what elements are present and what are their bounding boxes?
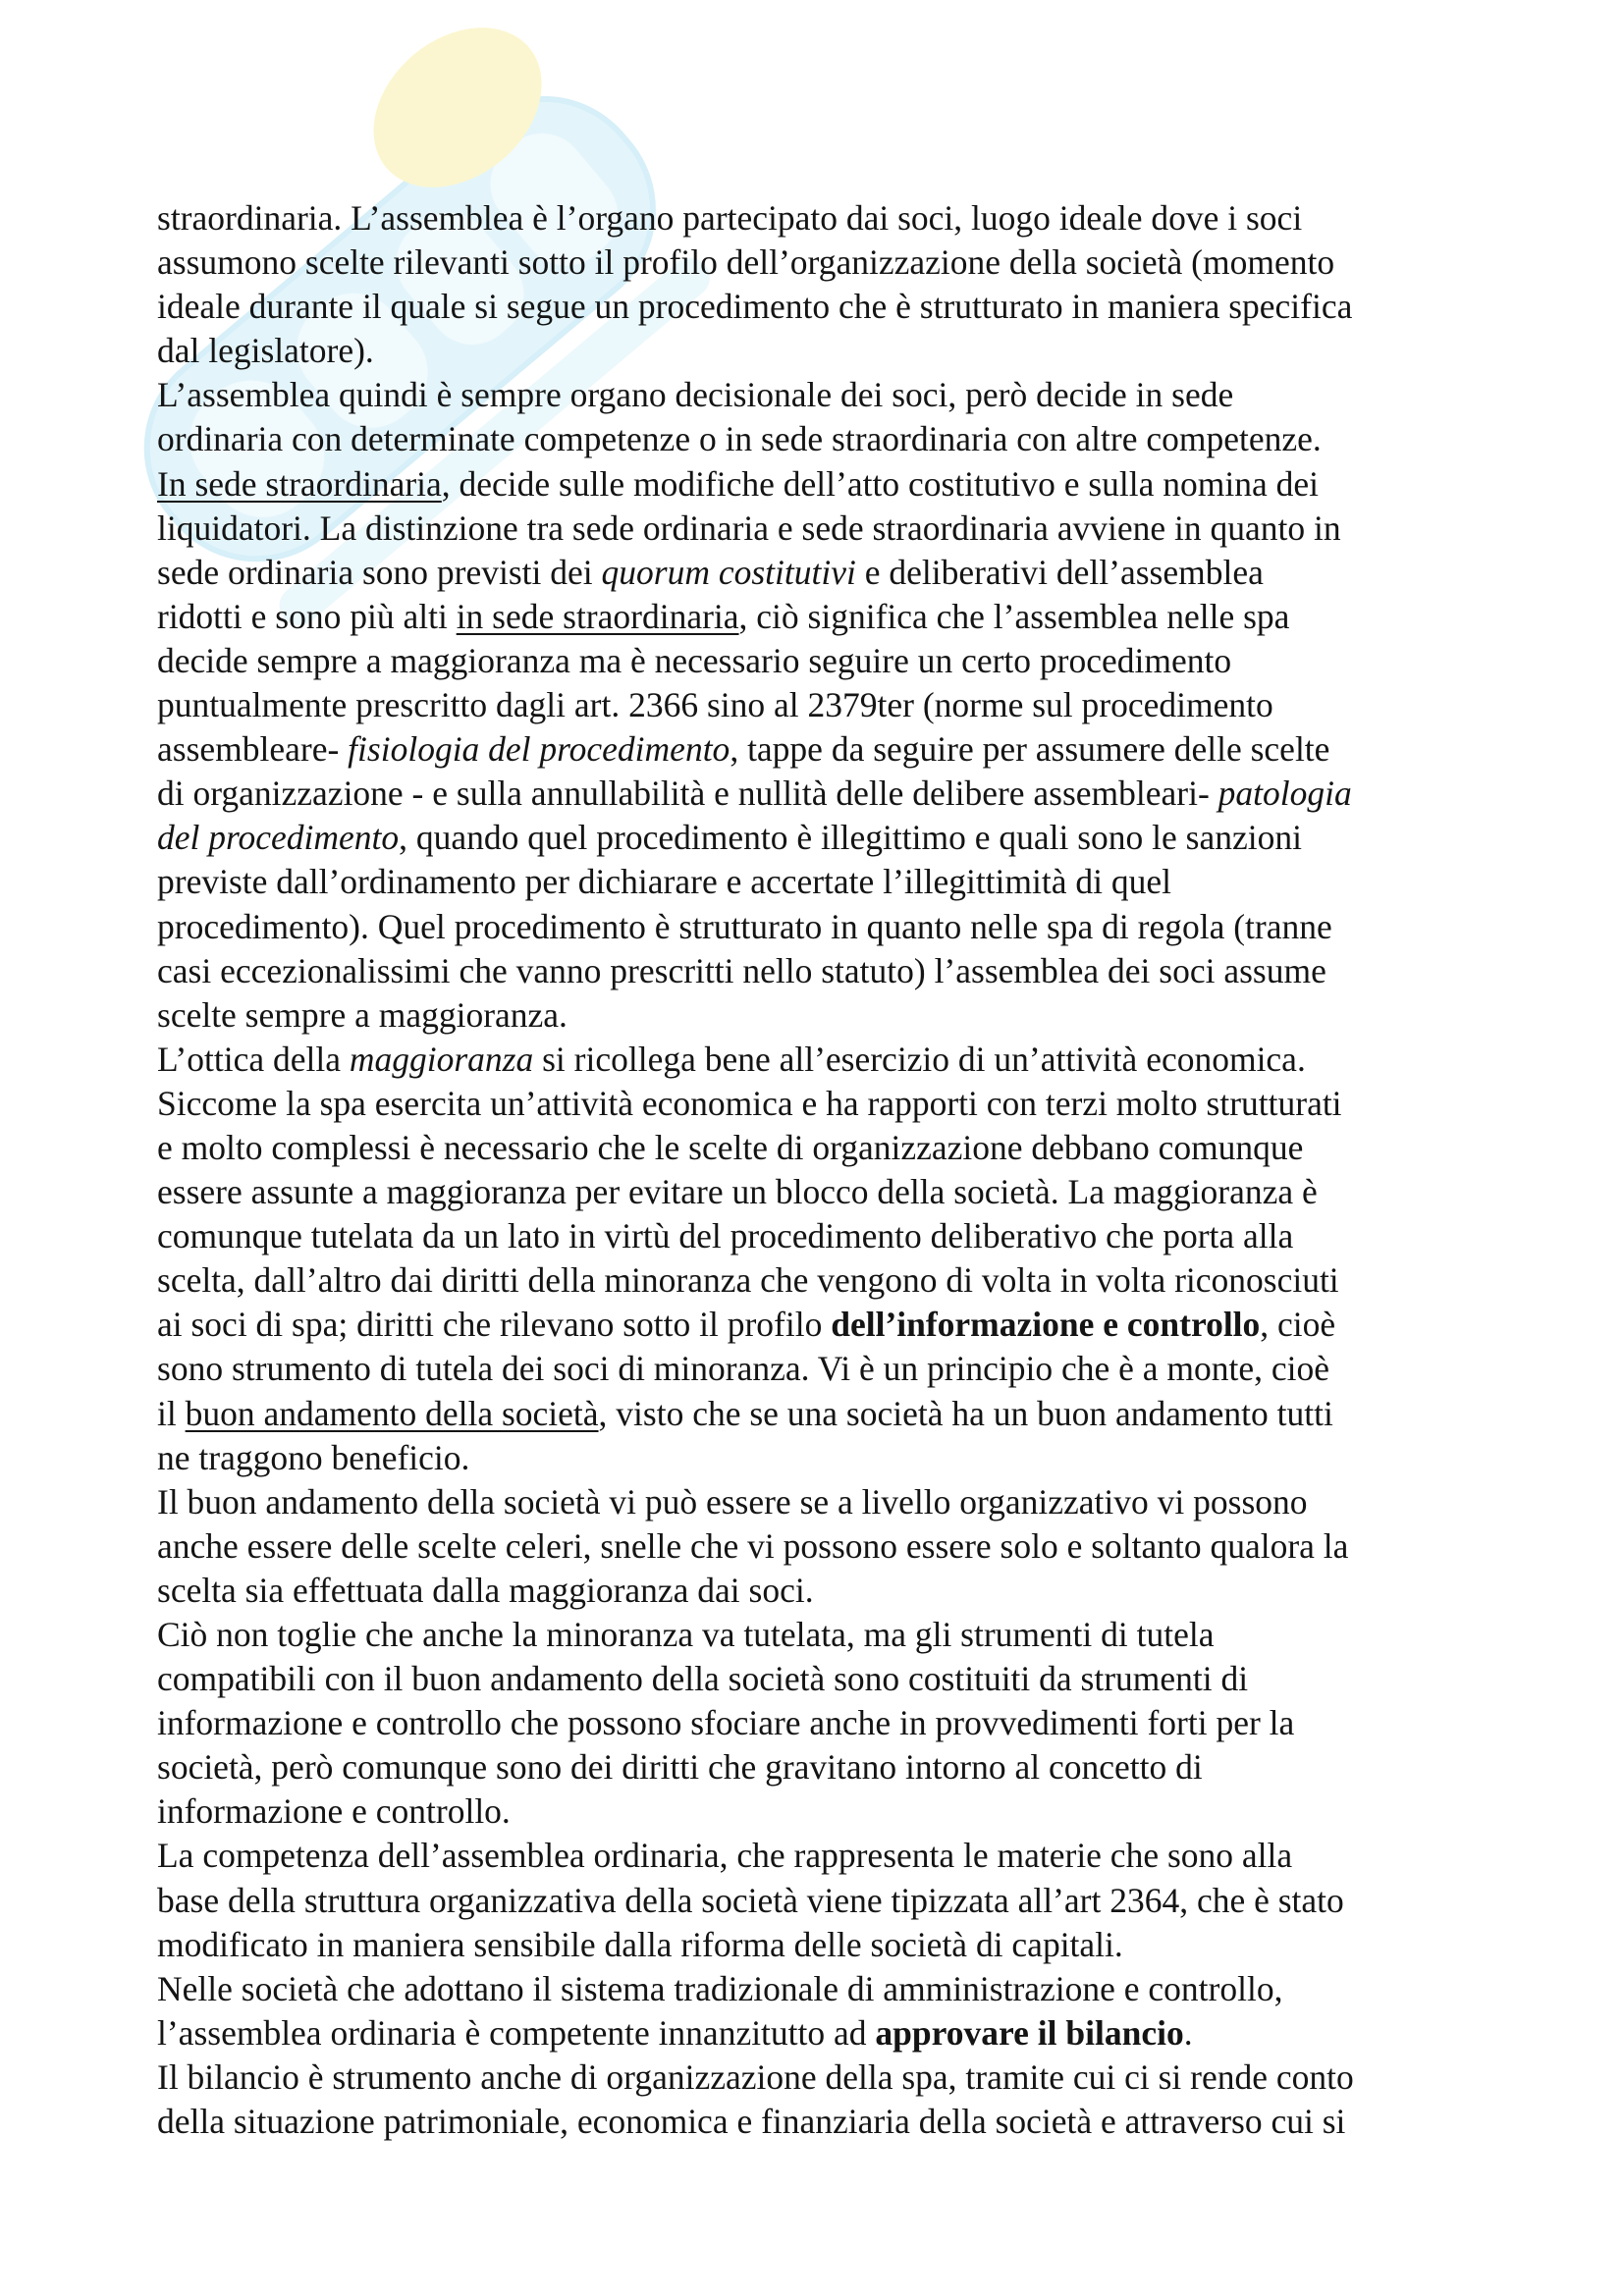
text-line: decide sempre a maggioranza ma è necessario seguire un certo procedimento bbox=[157, 640, 1232, 680]
text-line bbox=[157, 551, 1354, 595]
text-line: straordinaria. L’assemblea è l’organo partecipato dai soci, luogo ideale dove i soci bbox=[157, 198, 1303, 238]
underlined-text: In sede straordinaria bbox=[157, 463, 442, 504]
text-segment: , decide sulle modifiche dell’atto costitutivo e sulla nomina dei bbox=[441, 463, 1319, 504]
text-line: casi eccezionalissimi che vanno prescritti nello statuto) l’assemblea dei soci assume bbox=[157, 950, 1326, 990]
italic-text: patologia bbox=[1217, 774, 1352, 814]
text-line: Siccome la spa esercita un’attività economica e ha rapporti con terzi molto strutturati bbox=[157, 1083, 1342, 1123]
text-line: scelte sempre a maggioranza. bbox=[157, 994, 568, 1035]
text-segment: , quando quel procedimento è illegittimo e quali sono le sanzioni bbox=[399, 818, 1302, 858]
text-line: Il bilancio è strumento anche di organizzazione della spa, tramite cui ci si rende conto bbox=[157, 2056, 1354, 2097]
text-line: informazione e controllo che possono sfociare anche in provvedimenti forti per la bbox=[157, 1703, 1295, 1743]
text-segment: assembleare- bbox=[157, 729, 349, 770]
text-line bbox=[157, 462, 1354, 507]
text-segment: l’assemblea ordinaria è competente innanzitutto ad bbox=[157, 2012, 876, 2053]
text-line bbox=[157, 1038, 1354, 1082]
text-segment: e deliberativi dell’assemblea bbox=[855, 552, 1264, 592]
italic-text: fisiologia del procedimento bbox=[348, 729, 730, 770]
text-line: ordinaria con determinate competenze o in sede straordinaria con altre competenze. bbox=[157, 419, 1322, 459]
text-line: ne traggono beneficio. bbox=[157, 1437, 470, 1477]
text-line: La competenza dell’assemblea ordinaria, che rappresenta le materie che sono alla bbox=[157, 1836, 1293, 1876]
text-line: dal legislatore). bbox=[157, 331, 374, 371]
text-line: L’assemblea quindi è sempre organo decisionale dei soci, però decide in sede bbox=[157, 375, 1234, 415]
text-line: Nelle società che adottano il sistema tradizionale di amministrazione e controllo, bbox=[157, 1968, 1283, 2008]
text-line: base della struttura organizzativa della società viene tipizzata all’art 2364, che è stato bbox=[157, 1880, 1344, 1920]
underlined-text: buon andamento della società bbox=[185, 1393, 599, 1433]
text-line: puntualmente prescritto dagli art. 2366 sino al 2379ter (norme sul procedimento bbox=[157, 685, 1273, 725]
text-line bbox=[157, 727, 1354, 772]
text-line: Il buon andamento della società vi può essere se a livello organizzativo vi possono bbox=[157, 1481, 1308, 1522]
text-line: Ciò non toglie che anche la minoranza va tutelata, ma gli strumenti di tutela bbox=[157, 1615, 1215, 1654]
text-line: essere assunte a maggioranza per evitare un blocco della società. La maggioranza è bbox=[157, 1172, 1318, 1212]
text-line: comunque tutelata da un lato in virtù del procedimento deliberativo che porta alla bbox=[157, 1216, 1294, 1256]
text-line: ideale durante il quale si segue un procedimento che è strutturato in maniera specifica bbox=[157, 287, 1353, 327]
text-line bbox=[157, 1303, 1354, 1347]
text-line: della situazione patrimoniale, economica e finanziaria della società e attraverso cui si bbox=[157, 2102, 1346, 2142]
text-line: scelta sia effettuata dalla maggioranza dai soci. bbox=[157, 1570, 814, 1610]
text-segment: , ciò significa che l’assemblea nelle spa bbox=[738, 596, 1290, 636]
text-segment: , visto che se una società ha un buon andamento tutti bbox=[598, 1393, 1333, 1433]
text-line: anche essere delle scelte celeri, snelle che vi possono essere solo e soltanto qualora la bbox=[157, 1525, 1349, 1566]
text-line bbox=[157, 595, 1354, 639]
text-segment: . bbox=[1183, 2012, 1193, 2053]
text-line: sono strumento di tutela dei soci di minoranza. Vi è un principio che è a monte, cioè bbox=[157, 1349, 1330, 1389]
text-segment: sede ordinaria sono previsti dei bbox=[157, 552, 602, 592]
text-segment: ai soci di spa; diritti che rilevano sotto il profilo bbox=[157, 1305, 832, 1345]
italic-text: del procedimento bbox=[157, 818, 400, 858]
text-line: scelta, dall’altro dai diritti della minoranza che vengono di volta in volta riconosciuti bbox=[157, 1260, 1339, 1301]
italic-text: quorum costitutivi bbox=[601, 552, 856, 592]
text-line: compatibili con il buon andamento della società sono costituiti da strumenti di bbox=[157, 1659, 1249, 1699]
text-line: procedimento). Quel procedimento è strutturato in quanto nelle spa di regola (tranne bbox=[157, 906, 1332, 946]
text-line: assumono scelte rilevanti sotto il profilo dell’organizzazione della società (momento bbox=[157, 242, 1335, 283]
text-line bbox=[157, 1392, 1354, 1436]
document-body bbox=[157, 196, 1354, 2144]
underlined-text: in sede straordinaria bbox=[456, 596, 739, 636]
text-segment: si ricollega bene all’esercizio di un’attività economica. bbox=[533, 1039, 1306, 1079]
text-line: e molto complessi è necessario che le scelte di organizzazione debbano comunque bbox=[157, 1127, 1304, 1167]
text-segment: di organizzazione - e sulla annullabilità e nullità delle delibere assembleari- bbox=[157, 774, 1218, 814]
text-line: società, però comunque sono dei diritti che gravitano intorno al concetto di bbox=[157, 1747, 1203, 1788]
text-segment: , tappe da seguire per assumere delle scelte bbox=[730, 729, 1330, 770]
bold-text: dell’informazione e controllo bbox=[831, 1305, 1261, 1345]
text-segment: , cioè bbox=[1260, 1305, 1336, 1345]
text-line: informazione e controllo. bbox=[157, 1791, 511, 1832]
text-line bbox=[157, 2011, 1354, 2056]
text-line: previste dall’ordinamento per dichiarare e accertate l’illegittimità di quel bbox=[157, 862, 1171, 902]
bold-text: approvare il bilancio bbox=[875, 2012, 1184, 2053]
text-segment: ridotti e sono più alti bbox=[157, 596, 457, 636]
text-line: liquidatori. La distinzione tra sede ordinaria e sede straordinaria avviene in quanto in bbox=[157, 507, 1341, 548]
text-segment: il bbox=[157, 1393, 186, 1433]
text-line: modificato in maniera sensibile dalla riforma delle società di capitali. bbox=[157, 1924, 1123, 1964]
text-line bbox=[157, 816, 1354, 860]
text-line bbox=[157, 772, 1354, 816]
text-segment: L’ottica della bbox=[157, 1039, 350, 1079]
italic-text: maggioranza bbox=[349, 1039, 534, 1079]
